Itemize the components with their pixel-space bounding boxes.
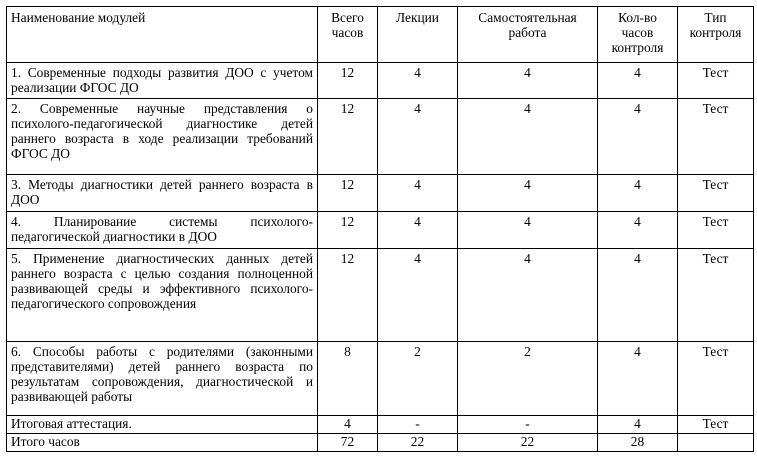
self-study-cell: 4 [458, 175, 598, 212]
total-hours-cell: 4 [318, 416, 378, 434]
table-row [7, 249, 754, 342]
control-type-cell: Тест [678, 99, 754, 175]
module-name: 3. Методы диагностики детей раннего возраста в ДОО [7, 175, 318, 212]
header-self-study: Самостоятельная работа [458, 7, 598, 63]
control-hours-cell: 4 [598, 63, 678, 99]
lectures-cell: - [378, 416, 458, 434]
lectures-cell: 4 [378, 63, 458, 99]
control-type-cell: Тест [678, 416, 754, 434]
header-control-type: Тип контроля [678, 7, 754, 63]
total-hours-cell: 8 [318, 342, 378, 416]
header-control-hours: Кол-во часов контроля [598, 7, 678, 63]
module-name: 2. Современные научные представления о психолого-педагогической диагностике детей раннего возраста в ходе реализации требований ФГОС ДО [7, 99, 318, 175]
lectures-cell: 4 [378, 212, 458, 249]
table-row [7, 63, 754, 99]
table-row [7, 175, 754, 212]
control-hours-cell: 4 [598, 249, 678, 342]
total-hours-cell: 12 [318, 212, 378, 249]
total-hours-cell: 72 [318, 434, 378, 452]
self-study-cell: 4 [458, 249, 598, 342]
control-hours-cell: 4 [598, 99, 678, 175]
module-name: 5. Применение диагностических данных детей раннего возраста с целью создания полноценной развивающей среды и эффективного психолого-педагогического сопровождения [7, 249, 318, 342]
module-name: 4. Планирование системы психолого-педагогической диагностики в ДОО [7, 212, 318, 249]
header-row [7, 7, 754, 63]
self-study-cell: 4 [458, 212, 598, 249]
header-total-hours: Всего часов [318, 7, 378, 63]
self-study-cell: 4 [458, 63, 598, 99]
lectures-cell: 4 [378, 99, 458, 175]
total-hours-cell: 12 [318, 99, 378, 175]
total-hours-cell: 12 [318, 175, 378, 212]
totals-row [7, 434, 754, 452]
control-hours-cell: 4 [598, 212, 678, 249]
header-lectures: Лекции [378, 7, 458, 63]
self-study-cell: - [458, 416, 598, 434]
control-hours-cell: 4 [598, 416, 678, 434]
lectures-cell: 4 [378, 175, 458, 212]
module-name: 1. Современные подходы развития ДОО с учетом реализации ФГОС ДО [7, 63, 318, 99]
attestation-name: Итоговая аттестация. [7, 416, 318, 434]
lectures-cell: 4 [378, 249, 458, 342]
curriculum-table [6, 6, 754, 452]
attestation-row [7, 416, 754, 434]
total-hours-cell: 12 [318, 63, 378, 99]
control-type-cell: Тест [678, 175, 754, 212]
self-study-cell: 2 [458, 342, 598, 416]
self-study-cell: 4 [458, 99, 598, 175]
module-name: 6. Способы работы с родителями (законными представителями) детей раннего возраста по результатам сопровождения, диагностической и развивающей работы [7, 342, 318, 416]
control-type-cell: Тест [678, 212, 754, 249]
control-hours-cell: 28 [598, 434, 678, 452]
table-row [7, 212, 754, 249]
self-study-cell: 22 [458, 434, 598, 452]
control-type-cell: Тест [678, 342, 754, 416]
curriculum-table-wrapper [6, 6, 754, 452]
control-hours-cell: 4 [598, 175, 678, 212]
totals-name: Итого часов [7, 434, 318, 452]
lectures-cell: 2 [378, 342, 458, 416]
table-row [7, 99, 754, 175]
header-module: Наименование модулей [7, 7, 318, 63]
control-hours-cell: 4 [598, 342, 678, 416]
table-row [7, 342, 754, 416]
control-type-cell: Тест [678, 249, 754, 342]
total-hours-cell: 12 [318, 249, 378, 342]
control-type-cell [678, 434, 754, 452]
lectures-cell: 22 [378, 434, 458, 452]
control-type-cell: Тест [678, 63, 754, 99]
